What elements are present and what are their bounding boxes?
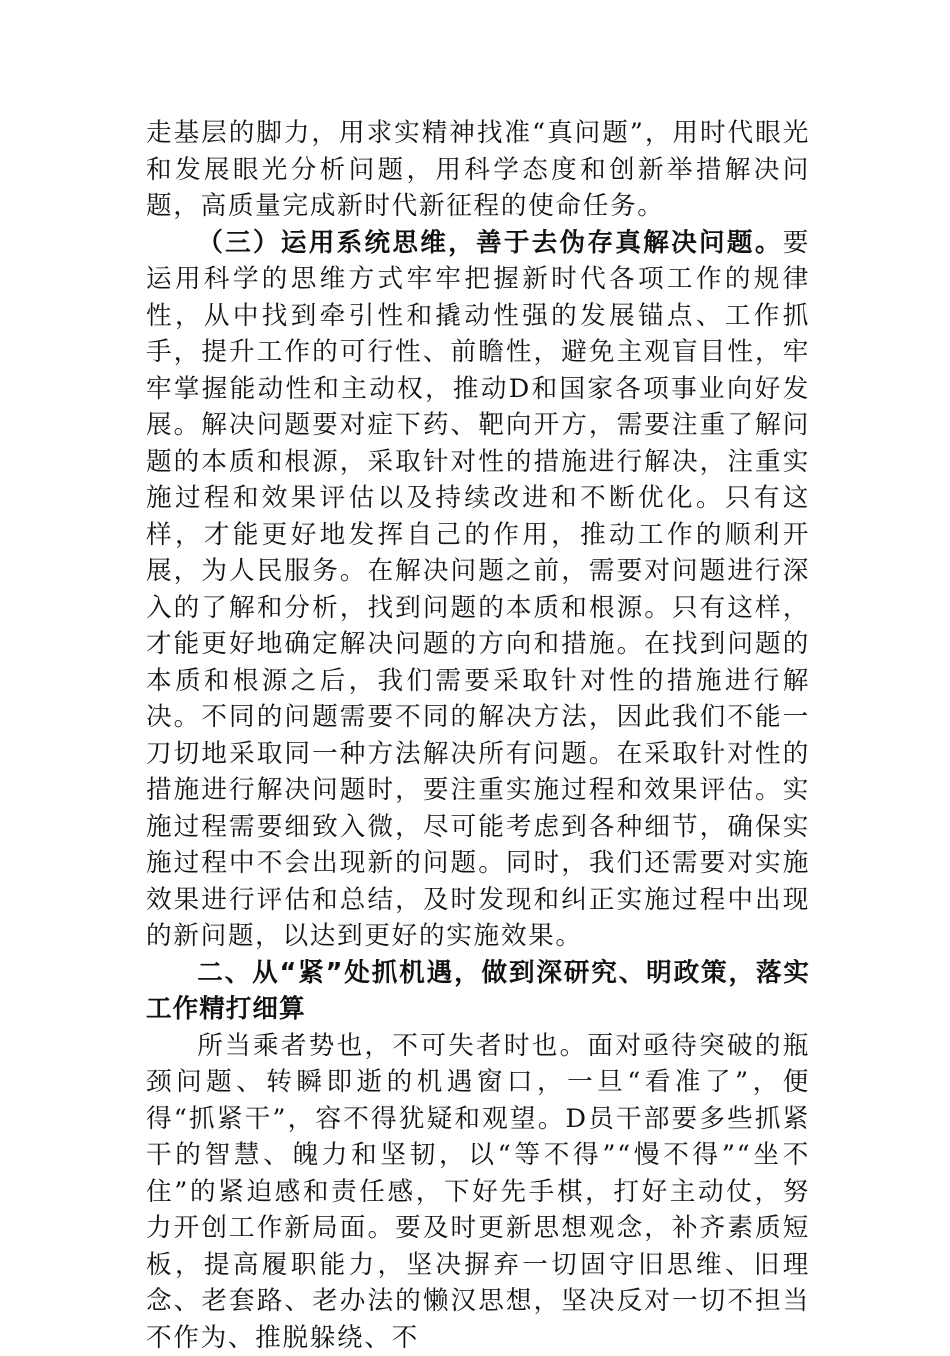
paragraph-system-thinking [146,225,810,955]
document-body [146,115,810,1356]
paragraph-text: 走基层的脚力，用求实精神找准“真问题”，用时代眼光和发展眼光分析问题，用科学态度和创新举措解决问题，高质量完成新时代新征程的使命任务。 [146,118,810,221]
paragraph-seize-opportunity [146,1028,810,1356]
section-heading: 二、从“紧”处抓机遇，做到深研究、明政策，落实工作精打细算 [146,955,810,1028]
paragraph-text: 要运用科学的思维方式牢牢把握新时代各项工作的规律性，从中找到牵引性和撬动性强的发展锚点、工作抓手，提升工作的可行性、前瞻性，避免主观盲目性，牢牢掌握能动性和主动权，推动D和国家各项事业向好发展。解决问题要对症下药、靶向开方，需要注重了解问题的本质和根源，采取针对性的措施进行解决，注重实施过程和效果评估以及持续改进和不断优化。只有这样，才能更好地发挥自己的作用，推动工作的顺利开展，为人民服务。在解决问题之前，需要对问题进行深入的了解和分析，找到问题的本质和根源。只有这样，才能更好地确定解决问题的方向和措施。在找到问题的本质和根源之后，我们需要采取针对性的措施进行解决。不同的问题需要不同的解决方法，因此我们不能一刀切地采取同一种方法解决所有问题。在采取针对性的措施进行解决问题时，要注重实施过程和效果评估。实施过程需要细致入微，尽可能考虑到各种细节，确保实施过程中不会出现新的问题。同时，我们还需要对实施效果进行评估和总结，及时发现和纠正实施过程中出现的新问题，以达到更好的实施效果。 [146,228,810,952]
paragraph-lead-heading: （三）运用系统思维，善于去伪存真解决问题。 [197,228,783,258]
paragraph-continuation [146,115,810,225]
paragraph-text: 所当乘者势也，不可失者时也。面对亟待突破的瓶颈问题、转瞬即逝的机遇窗口，一旦“看准了”，便得“抓紧干”，容不得犹疑和观望。D员干部要多些抓紧干的智慧、魄力和坚韧，以“等不得”“慢不得”“坐不住”的紧迫感和责任感，下好先手棋，打好主动仗，努力开创工作新局面。要及时更新思想观念，补齐素质短板，提高履职能力，坚决摒弃一切固守旧思维、旧理念、老套路、老办法的懒汉思想，坚决反对一切不担当不作为、推脱躲绕、不 [146,1031,810,1353]
